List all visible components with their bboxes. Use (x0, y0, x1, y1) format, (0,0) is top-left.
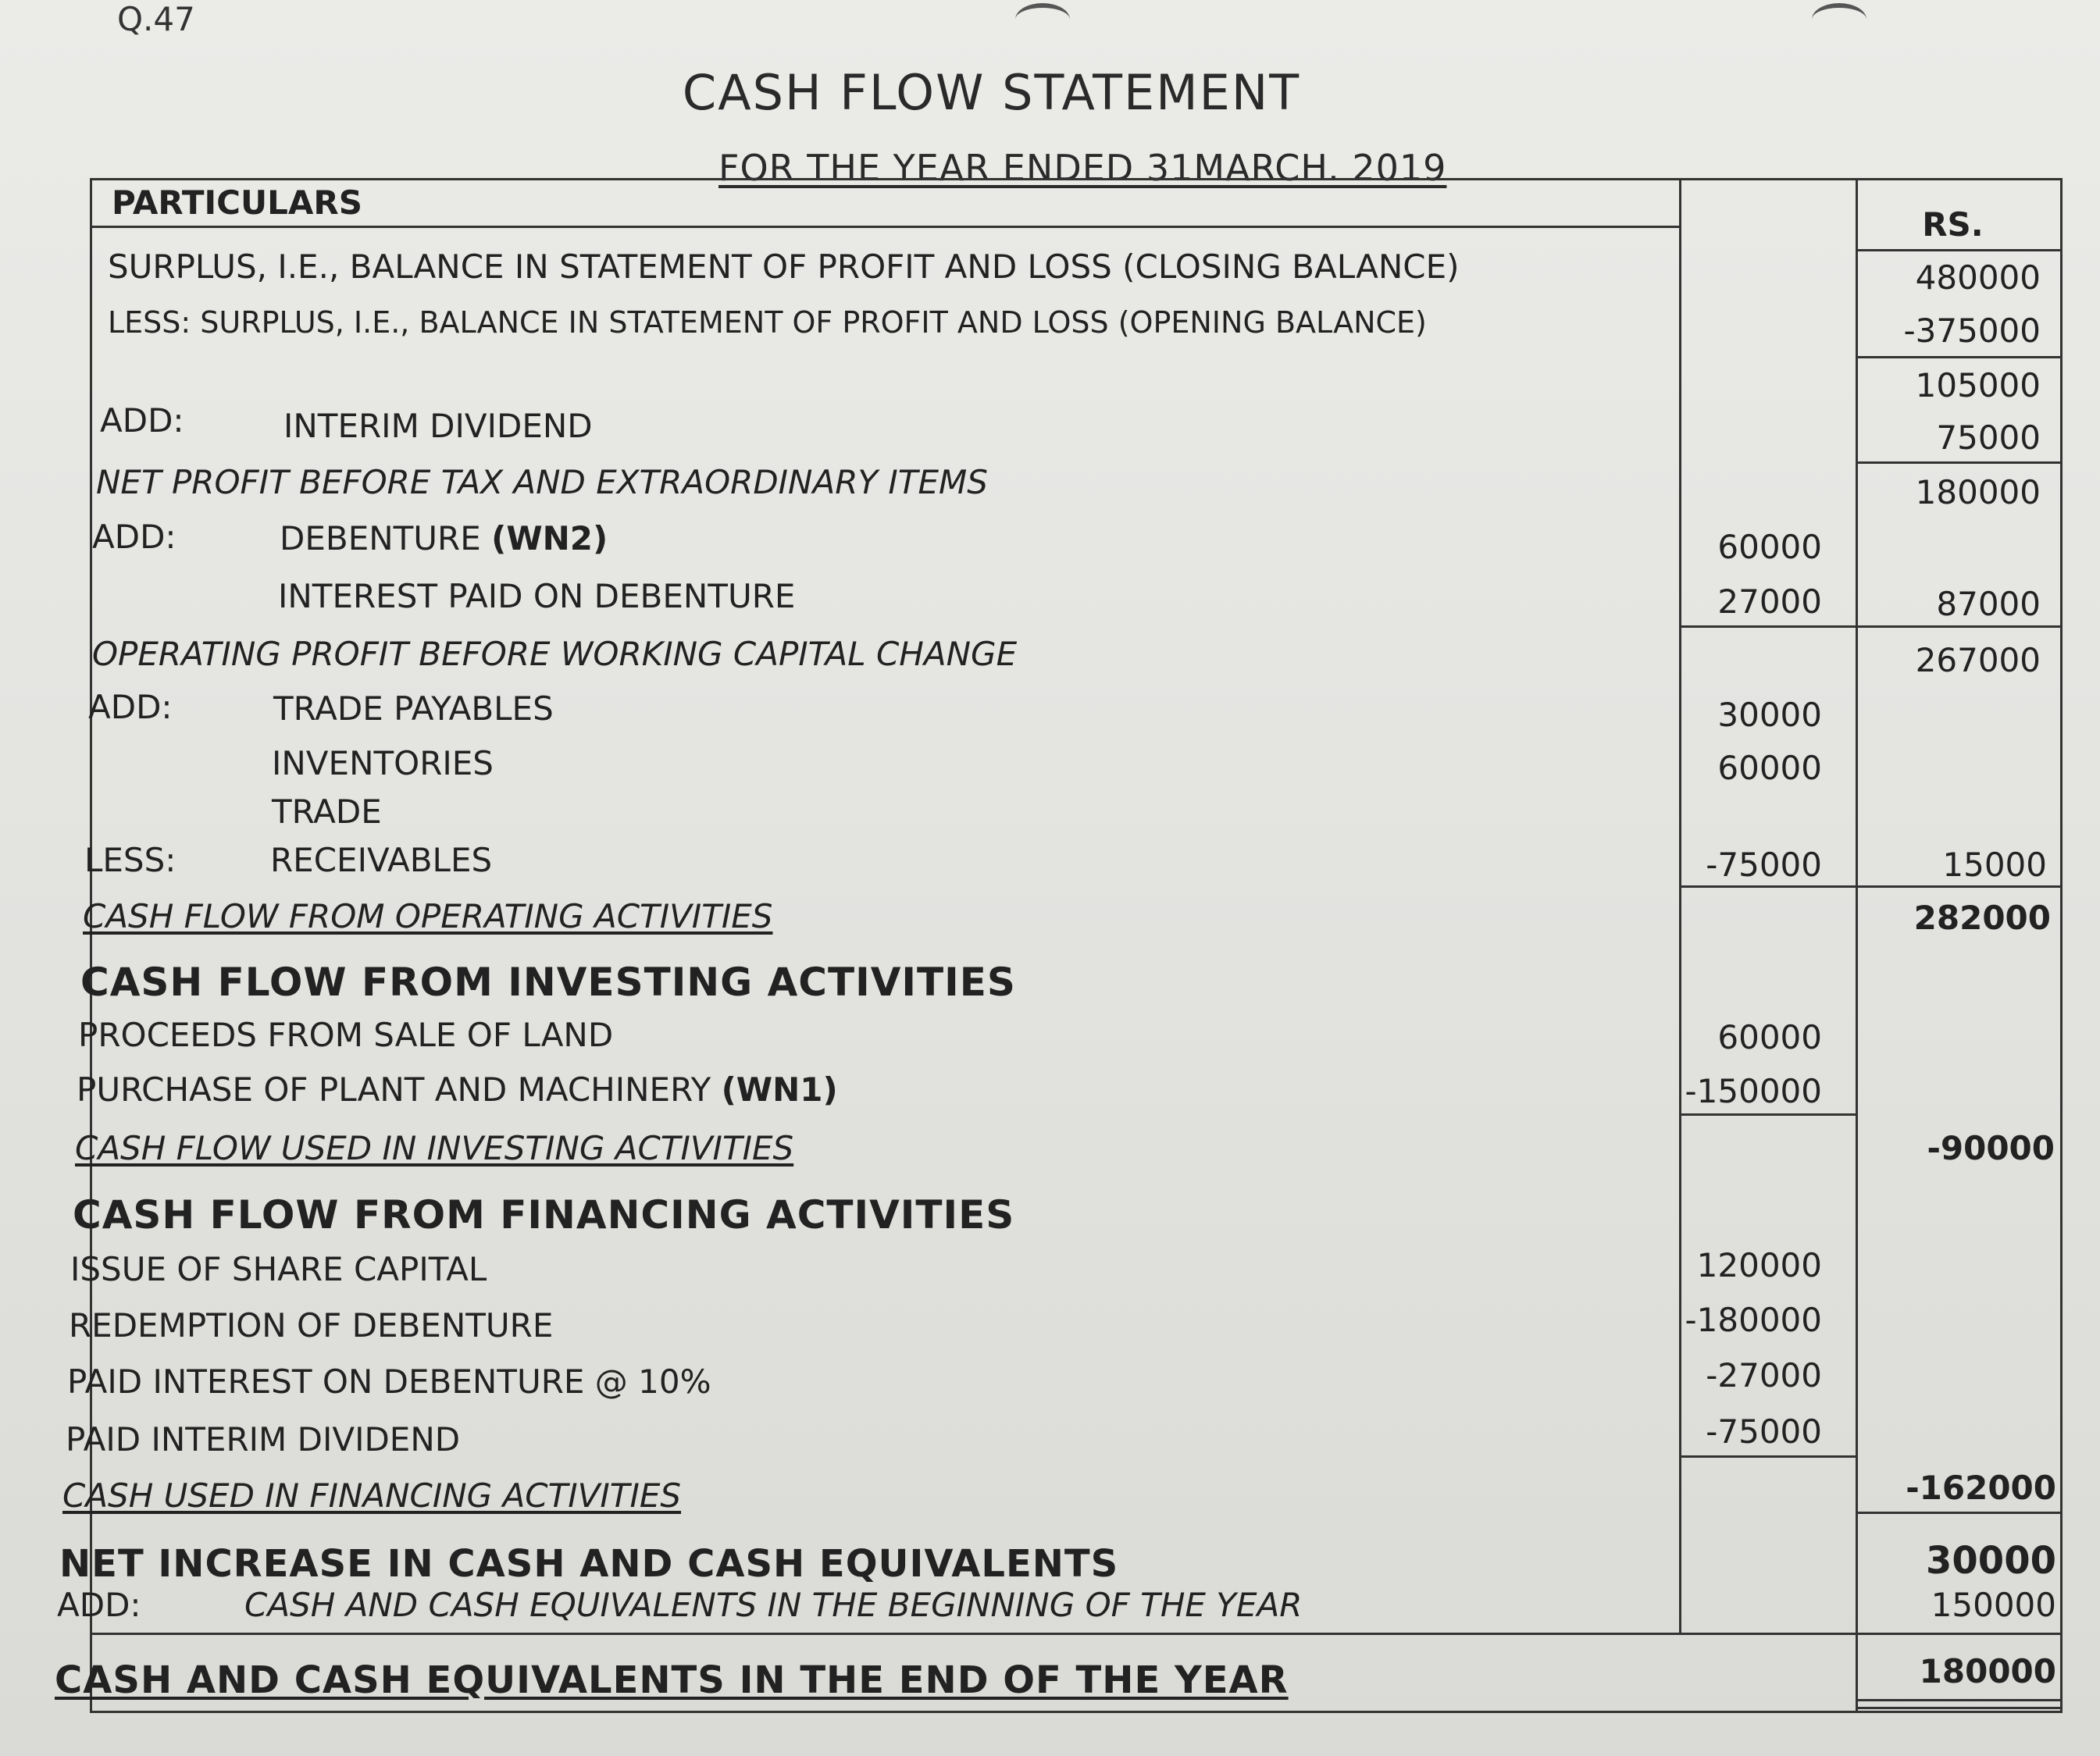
row-label: INTEREST PAID ON DEBENTURE (278, 577, 796, 615)
total-rule (1856, 1699, 2060, 1701)
header-rule (92, 226, 1679, 228)
header-rule (1856, 249, 2060, 251)
row-label: INTERIM DIVIDEND (283, 407, 593, 445)
row-prefix: ADD: (92, 518, 176, 556)
investing-total-label: CASH FLOW USED IN INVESTING ACTIVITIES (75, 1129, 794, 1167)
row-label: NET PROFIT BEFORE TAX AND EXTRAORDINARY ITEMS (96, 463, 988, 501)
row-amount: 480000 (1915, 258, 2041, 297)
row-amount: 105000 (1915, 366, 2041, 404)
row-label: INVENTORIES (272, 744, 494, 782)
rs-header: RS. (1922, 205, 1984, 244)
row-amount: 75000 (1936, 419, 2041, 457)
row-prefix: ADD: (88, 688, 173, 726)
row-subamount: 30000 (1717, 696, 1822, 734)
row-prefix: LESS: (84, 841, 176, 879)
row-amount: 267000 (1915, 641, 2041, 679)
row-label: PURCHASE OF PLANT AND MACHINERY (WN1) (77, 1070, 838, 1109)
operating-total-label: CASH FLOW FROM OPERATING ACTIVITIES (83, 897, 773, 935)
row-label: REDEMPTION OF DEBENTURE (69, 1306, 554, 1345)
statement-title: CASH FLOW STATEMENT (682, 64, 1301, 121)
row-subamount: -180000 (1685, 1301, 1822, 1339)
row-label: PROCEEDS FROM SALE OF LAND (78, 1016, 614, 1054)
row-label: CASH AND CASH EQUIVALENTS IN THE BEGINNING OF THE YEAR (244, 1586, 1303, 1624)
cash-flow-table (55, 178, 2063, 1713)
column-divider (1856, 180, 1858, 1711)
row-label: DEBENTURE (WN2) (280, 519, 608, 557)
row-label: SURPLUS, I.E., BALANCE IN STATEMENT OF PROFIT AND LOSS (CLOSING BALANCE) (108, 248, 1460, 286)
financing-total-label: CASH USED IN FINANCING ACTIVITIES (62, 1476, 682, 1515)
investing-total-amount: -90000 (1927, 1129, 2055, 1167)
row-subamount: -150000 (1685, 1072, 1822, 1110)
net-increase-label: NET INCREASE IN CASH AND CASH EQUIVALENTS (59, 1542, 1119, 1586)
row-amount: -375000 (1903, 312, 2041, 350)
row-label: TRADE PAYABLES (273, 689, 554, 728)
row-label: RECEIVABLES (270, 841, 493, 879)
subtotal-rule (1679, 1455, 1856, 1458)
subtotal-rule (1856, 356, 2060, 358)
row-prefix: ADD: (100, 401, 184, 440)
closing-cash-label: CASH AND CASH EQUIVALENTS IN THE END OF THE YEAR (55, 1658, 1289, 1702)
financing-total-amount: -162000 (1906, 1469, 2056, 1507)
punch-hole-mark (1812, 3, 1866, 36)
subtotal-rule (1679, 885, 2060, 888)
net-increase-amount: 30000 (1926, 1539, 2056, 1583)
total-rule (92, 1633, 2060, 1635)
row-label: OPERATING PROFIT BEFORE WORKING CAPITAL CHANGE (92, 635, 1018, 673)
punch-hole-mark (1015, 3, 1070, 36)
row-amount: 15000 (1942, 846, 2047, 884)
row-label: LESS: SURPLUS, I.E., BALANCE IN STATEMENT OF PROFIT AND LOSS (OPENING BALANCE) (108, 305, 1427, 340)
question-number: Q.47 (117, 0, 195, 38)
operating-total-amount: 282000 (1913, 899, 2051, 937)
particulars-header: PARTICULARS (112, 183, 362, 222)
subtotal-rule (1856, 461, 2060, 464)
row-subamount: -75000 (1706, 846, 1822, 884)
row-subamount: 120000 (1696, 1246, 1822, 1284)
statement-period: FOR THE YEAR ENDED 31MARCH. 2019 (718, 147, 1447, 189)
financing-section-heading: CASH FLOW FROM FINANCING ACTIVITIES (73, 1192, 1015, 1238)
row-subamount: 60000 (1717, 528, 1822, 566)
investing-section-heading: CASH FLOW FROM INVESTING ACTIVITIES (80, 960, 1016, 1005)
row-subamount: -75000 (1706, 1412, 1822, 1451)
closing-cash-amount: 180000 (1919, 1652, 2056, 1690)
subtotal-rule (1679, 625, 2060, 628)
row-label: TRADE (272, 793, 382, 831)
row-label: ISSUE OF SHARE CAPITAL (70, 1250, 487, 1288)
total-rule (1856, 1707, 2060, 1709)
row-subamount: 27000 (1717, 582, 1822, 621)
row-amount: 180000 (1915, 473, 2041, 511)
row-subamount: -27000 (1706, 1356, 1822, 1394)
row-amount: 150000 (1931, 1586, 2056, 1624)
row-amount: 87000 (1936, 585, 2041, 623)
row-label: PAID INTERIM DIVIDEND (66, 1420, 461, 1459)
row-subamount: 60000 (1717, 1018, 1822, 1056)
row-label: PAID INTEREST ON DEBENTURE @ 10% (67, 1362, 711, 1401)
row-subamount: 60000 (1717, 749, 1822, 787)
row-prefix: ADD: (57, 1586, 141, 1624)
subtotal-rule (1856, 1512, 2060, 1514)
subtotal-rule (1679, 1113, 1856, 1116)
